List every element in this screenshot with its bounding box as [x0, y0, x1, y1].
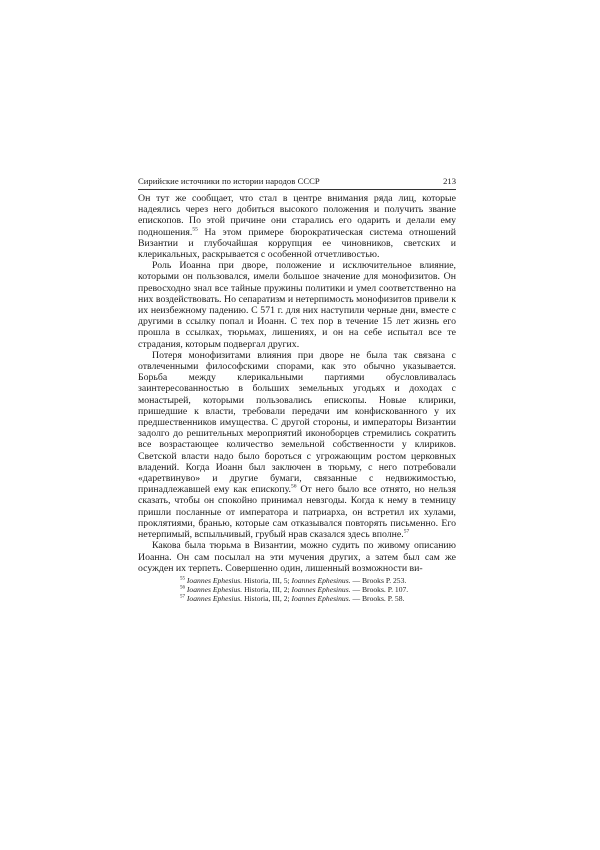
- footnote-ref: 57: [403, 528, 410, 535]
- paragraph-text: Какова была тюрьма в Византии, можно судить по живому описанию Иоанна. Он сам посылал на эти мучения других, а затем был сам же осужден их терпеть. Совершенно один, лишенный возможности ви-: [138, 540, 456, 574]
- footnote-author: Ioannes Ephesinus.: [291, 585, 351, 595]
- footnote-source: Historia, III, 2;: [242, 594, 292, 604]
- footnote-ref: 56: [290, 484, 297, 491]
- footnote-number: 55: [180, 576, 185, 582]
- footnote: [180, 594, 456, 603]
- footnote: [180, 585, 456, 594]
- footnote-tail: — Brooks P. 253.: [350, 575, 407, 585]
- body-text: [138, 193, 456, 574]
- footnote-author: Ioannes Ephesinus.: [291, 575, 351, 585]
- footnote-tail: — Brooks. P. 107.: [350, 585, 409, 595]
- paragraph-text: Он тут же сообщает, что стал в центре внимания ряда лиц, которые надеялись через него добиться высокого положения и получить звание епископов. По этой причине они старались его одарить и делали ему подношения.: [138, 193, 456, 238]
- footnote-tail: — Brooks. P. 58.: [350, 594, 405, 604]
- footnote-author: Ioannes Ephesius.: [186, 585, 243, 595]
- footnote-source: Historia, III, 5;: [242, 575, 292, 585]
- paragraph-text: От него было все отнято, но нельзя сказать, чтобы он спокойно принимал невзгоды. Когда к нему в темницу пришли посланные от императора и патриарха, он встретил их хулами, проклятиями, бранью, которые сам отказывался повторять письменно. Его нетерпимый, вспыльчивый, грубый нрав сказался здесь вполне.: [138, 484, 456, 541]
- paragraph: [138, 540, 456, 574]
- footnote-author: Ioannes Ephesinus.: [291, 594, 351, 604]
- paragraph: [138, 350, 456, 540]
- running-header: [138, 176, 456, 190]
- paragraph: [138, 260, 456, 350]
- book-page: [138, 176, 456, 604]
- paragraph-text: На этом примере бюрократическая система отношений Византии и глубочайшая коррупция ее чиновников, светских и клерикальных, раскрывается с особенной отчетливостью.: [138, 226, 456, 261]
- paragraph-text: Роль Иоанна при дворе, положение и исключительное влияние, которыми он пользовался, имели большое значение для монофизитов. Он превосходно знал все тайные пружины политики и умел соответственно на них воздействовать. Но сепаратизм и нетерпимость монофизитов привели к их неизбежному падению. С 571 г. для них наступили черные дни, вместе с другими в ссылку попал и Иоанн. С тех пор в течение 15 лет жизнь его прошла в ссылках, тюрьмах, лишениях, и он на себе испытал все те страдания, которым подвергал других.: [138, 260, 456, 350]
- footnote-author: Ioannes Ephesius.: [186, 575, 243, 585]
- paragraph: [138, 193, 456, 260]
- paragraph-text: Потеря монофизитами влияния при дворе не была так связана с отвлеченными философскими спорами, как это обычно указывается. Борьба между клерикальными партиями обусловливалась заинтересованностью в больших земельных угодьях и доходах с монастырей, которыми пользовались епископы. Новые клирики, пришедшие к власти, требовали передачи им конфискованного у их предшественников имущества. С другой стороны, и императоры Византии задолго до решительных мероприятий иконоборцев стремились сократить все возрастающее количество земельной собственности у клириков. Светской власти надо было бороться с угрожающим ростом церковных владений. Когда Иоанн был заключен в тюрьму, с него потребовали «даретвинуво» и другие бумаги, связанные с недвижимостью, принадлежавшей ему как епископу.: [138, 349, 456, 496]
- footnote-number: 57: [180, 594, 185, 600]
- footnote-number: 56: [180, 585, 185, 591]
- page-number: 213: [443, 176, 456, 186]
- footnote-source: Historia, III, 2;: [242, 585, 292, 595]
- footnote-author: Ioannes Ephesius.: [186, 594, 243, 604]
- footnote-ref: 55: [192, 226, 198, 233]
- running-header-title: Сирийские источники по истории народов СССР: [138, 176, 320, 186]
- footnotes: [138, 576, 456, 604]
- footnote: [180, 576, 456, 585]
